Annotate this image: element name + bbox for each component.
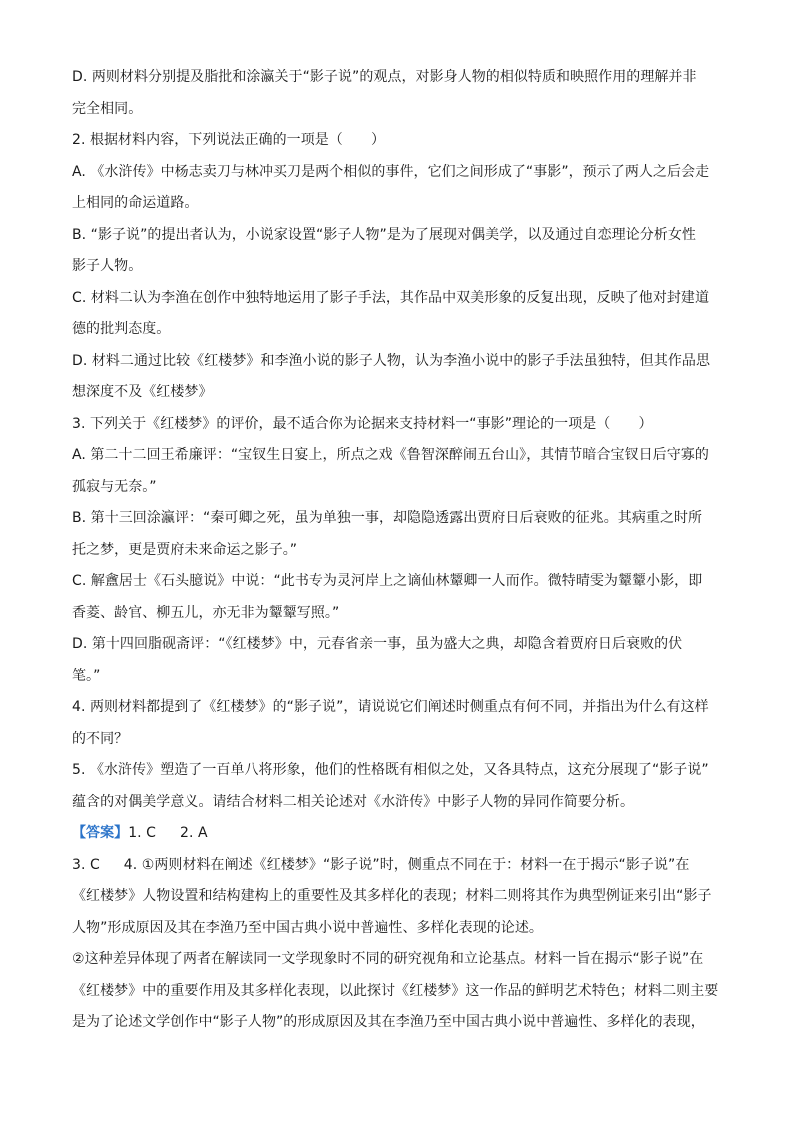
question-2-stem: 2. 根据材料内容，下列说法正确的一项是（ ） xyxy=(72,132,386,148)
q2-option-b-line1: B. “影子说”的提出者认为，小说家设置“影子人物”是为了展现对偶美学，以及通过自恋理论分析女性 xyxy=(72,226,696,243)
answer-1: 1. C xyxy=(128,825,156,841)
q3-option-d-line1: D. 第十四回脂砚斋评：“《红楼梦》中，元春省亲一事，虽为盛大之典，却隐含着贾府日后衰败的伏 xyxy=(72,636,683,652)
q3-option-c-line1: C. 解盦居士《石头臆说》中说：“此书专为灵河岸上之谪仙林颦卿一人而作。微特晴雯为颦颦小影，即 xyxy=(72,573,703,589)
answer-2: 2. A xyxy=(180,825,208,841)
answer-3-text: 3. C xyxy=(72,856,100,873)
answer-4-line6: 是为了论述文学创作中“影子人物”的形成原因及其在李渔乃至中国古典小说中普遍性、多样化的表现， xyxy=(72,1014,705,1030)
q3-option-b-line1: B. 第十三回涂瀛评：“秦可卿之死，虽为单独一事，却隐隐透露出贾府日后衰败的征兆。其病重之时所 xyxy=(72,510,703,526)
question-5-line1: 5. 《水浒传》塑造了一百单八将形象，他们的性格既有相似之处，又各具特点，这充分展现了“影子说” xyxy=(72,762,709,778)
q3-option-d-line2: 笔。” xyxy=(72,667,101,684)
answer-4-line1: 4. ①两则材料在阐述《红楼梦》“影子说”时，侧重点不同在于：材料一在于揭示“影子说”在 xyxy=(123,856,690,873)
q2-option-a-line2: 上相同的命运道路。 xyxy=(72,195,199,211)
answer-line xyxy=(72,818,720,850)
q2-option-a-line1: A. 《水浒传》中杨志卖刀与林冲买刀是两个相似的事件，它们之间形成了“事影”，预示了两人之后会走 xyxy=(72,163,710,180)
question-3-stem: 3. 下列关于《红楼梦》的评价，最不适合你为论据来支持材料一“事影”理论的一项是（ ） xyxy=(72,415,653,432)
answer-4-line4: ②这种差异体现了两者在解读同一文学现象时不同的研究视角和立论基点。材料一旨在揭示“影子说”在 xyxy=(72,951,704,967)
q2-option-c-line1: C. 材料二认为李渔在创作中独特地运用了影子手法，其作品中双美形象的反复出现，反映了他对封建道 xyxy=(72,289,710,306)
q2-option-d-line1: D. 材料二通过比较《红楼梦》和李渔小说的影子人物，认为李渔小说中的影子手法虽独特，但其作品思 xyxy=(72,352,711,369)
document-page xyxy=(72,62,720,1039)
answer-tag: 【答案】 xyxy=(72,825,129,841)
question-4-line2: 的不同？ xyxy=(72,730,129,747)
option-d-q1-line2: 完全相同。 xyxy=(72,100,143,117)
q2-option-d-line2: 想深度不及《红楼梦》 xyxy=(72,384,213,400)
answer-4-line3: 人物”形成原因及其在李渔乃至中国古典小说中普遍性、多样化表现的论述。 xyxy=(72,919,543,936)
question-4-line1: 4. 两则材料都提到了《红楼梦》的“影子说”，请说说它们阐述时侧重点有何不同，并指出为什么有这样 xyxy=(72,699,709,715)
q3-option-a-line2: 孤寂与无奈。” xyxy=(72,478,157,495)
question-5-line2: 蕴含的对偶美学意义。请结合材料二相关论述对《水浒传》中影子人物的异同作简要分析。 xyxy=(72,793,634,810)
option-d-q1-line1: D. 两则材料分别提及脂批和涂瀛关于“影子说”的观点，对影身人物的相似特质和映照作用的理解并非 xyxy=(72,69,697,85)
q3-option-a-line1: A. 第二十二回王希廉评：“宝钗生日宴上，所点之戏《鲁智深醉闹五台山》，其情节暗合宝钗日后守寡的 xyxy=(72,447,709,463)
q3-option-b-line2: 托之梦，更是贾府未来命运之影子。” xyxy=(72,541,298,558)
q2-option-b-line2: 影子人物。 xyxy=(72,258,143,274)
q3-option-c-line2: 香菱、龄官、柳五儿，亦无非为颦颦写照。” xyxy=(72,604,340,621)
answer-3 xyxy=(72,850,720,882)
q2-option-c-line2: 德的批判态度。 xyxy=(72,321,171,337)
answer-4-line2: 《红楼梦》人物设置和结构建构上的重要性及其多样化的表现；材料二则将其作为典型例证来引出“影子 xyxy=(72,888,712,904)
answer-4-line5: 《红楼梦》中的重要作用及其多样化表现，以此探讨《红楼梦》这一作品的鲜明艺术特色；材料二则主要 xyxy=(72,982,719,999)
